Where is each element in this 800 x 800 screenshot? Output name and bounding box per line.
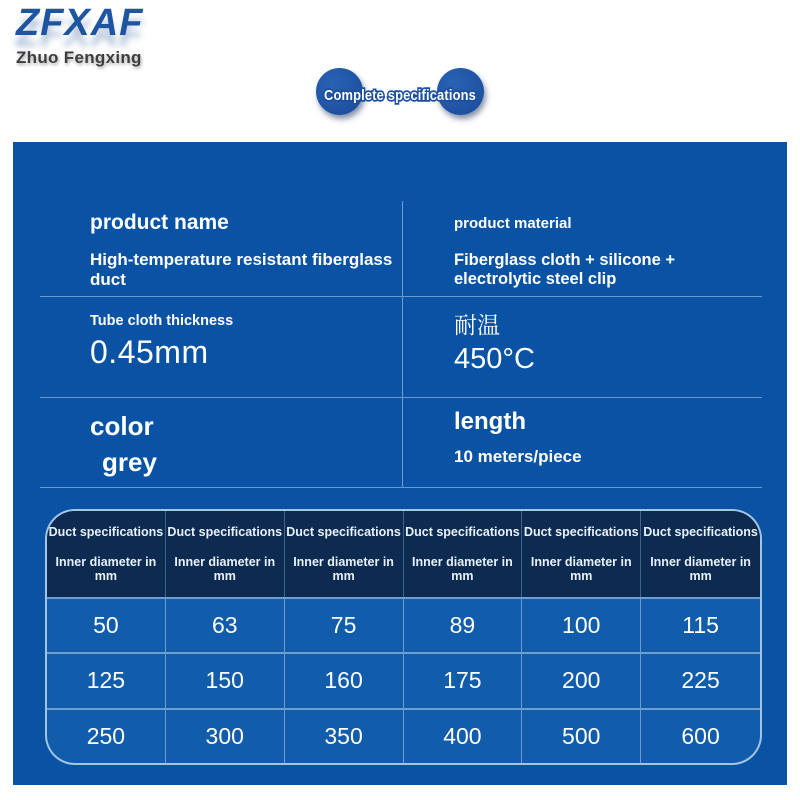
size-table-header-cell bbox=[404, 511, 523, 597]
size-cell: 600 bbox=[641, 708, 760, 763]
color-value: grey bbox=[102, 447, 157, 477]
specifications-banner bbox=[316, 66, 484, 118]
size-table-header-cell bbox=[641, 511, 760, 597]
header-line1: Duct specifications bbox=[523, 525, 639, 539]
size-cell: 200 bbox=[522, 652, 641, 707]
header-line1: Duct specifications bbox=[286, 525, 401, 539]
spec-cell-color bbox=[40, 398, 403, 487]
cloth-thickness-label: Tube cloth thickness bbox=[90, 313, 234, 329]
brand-subtitle: Zhuo Fengxing bbox=[16, 48, 142, 67]
size-cell: 175 bbox=[404, 652, 523, 707]
header-line1: Duct specifications bbox=[48, 525, 164, 539]
spec-row-thickness-temperature bbox=[40, 297, 762, 398]
size-cell: 89 bbox=[404, 597, 523, 652]
header-line1: Duct specifications bbox=[167, 525, 283, 539]
size-cell: 225 bbox=[641, 652, 760, 707]
size-cell: 160 bbox=[285, 652, 404, 707]
size-table-header-cell bbox=[166, 511, 285, 597]
length-value: 10 meters/piece bbox=[454, 447, 582, 466]
size-table-body bbox=[47, 597, 760, 763]
header-line2: Inner diameter in mm bbox=[293, 555, 394, 583]
header-line2: Inner diameter in mm bbox=[412, 555, 513, 583]
product-material-label: product material bbox=[454, 215, 572, 232]
header-line2: Inner diameter in mm bbox=[55, 555, 157, 583]
temperature-resistance-label: 耐温 bbox=[454, 312, 500, 338]
spec-row-name-material bbox=[40, 201, 762, 297]
color-label: color bbox=[90, 411, 154, 441]
size-cell: 400 bbox=[404, 708, 523, 763]
brand-logo-text: ZFXAF bbox=[16, 2, 144, 44]
size-cell: 100 bbox=[522, 597, 641, 652]
spec-cell-length bbox=[403, 398, 762, 487]
size-cell: 350 bbox=[285, 708, 404, 763]
header-line1: Duct specifications bbox=[405, 525, 520, 539]
spec-row-color-length bbox=[40, 398, 762, 488]
size-table-header bbox=[47, 511, 760, 597]
spec-cell-temperature-resistance bbox=[403, 297, 762, 397]
spec-cell-product-material bbox=[403, 201, 762, 296]
size-cell: 50 bbox=[47, 597, 166, 652]
length-label: length bbox=[454, 408, 526, 435]
brand-logo bbox=[16, 4, 143, 68]
spec-cell-cloth-thickness bbox=[40, 297, 403, 397]
size-table bbox=[45, 509, 762, 765]
product-name-value: High-temperature resistant fiberglass duct bbox=[90, 250, 393, 289]
size-table-header-cell bbox=[522, 511, 641, 597]
header-line2: Inner diameter in mm bbox=[650, 555, 751, 583]
size-table-header-cell bbox=[285, 511, 404, 597]
product-name-label: product name bbox=[90, 211, 229, 234]
size-cell: 250 bbox=[47, 708, 166, 763]
temperature-resistance-value: 450°C bbox=[454, 343, 535, 375]
banner-text-graphic bbox=[304, 66, 496, 118]
size-cell: 150 bbox=[166, 652, 285, 707]
product-spec-panel bbox=[13, 142, 787, 785]
spec-cell-product-name bbox=[40, 201, 403, 296]
size-cell: 500 bbox=[522, 708, 641, 763]
header-line2: Inner diameter in mm bbox=[530, 555, 632, 583]
size-table-header-cell bbox=[47, 511, 166, 597]
size-cell: 75 bbox=[285, 597, 404, 652]
size-cell: 63 bbox=[166, 597, 285, 652]
size-cell: 115 bbox=[641, 597, 760, 652]
banner-label: Complete specifications bbox=[324, 87, 476, 104]
size-cell: 300 bbox=[166, 708, 285, 763]
header-line1: Duct specifications bbox=[643, 525, 758, 539]
spec-grid bbox=[40, 201, 762, 488]
product-material-value: Fiberglass cloth + silicone + electrolytic steel clip bbox=[454, 251, 675, 288]
size-cell: 125 bbox=[47, 652, 166, 707]
cloth-thickness-value: 0.45mm bbox=[90, 334, 209, 370]
header-line2: Inner diameter in mm bbox=[174, 555, 276, 583]
